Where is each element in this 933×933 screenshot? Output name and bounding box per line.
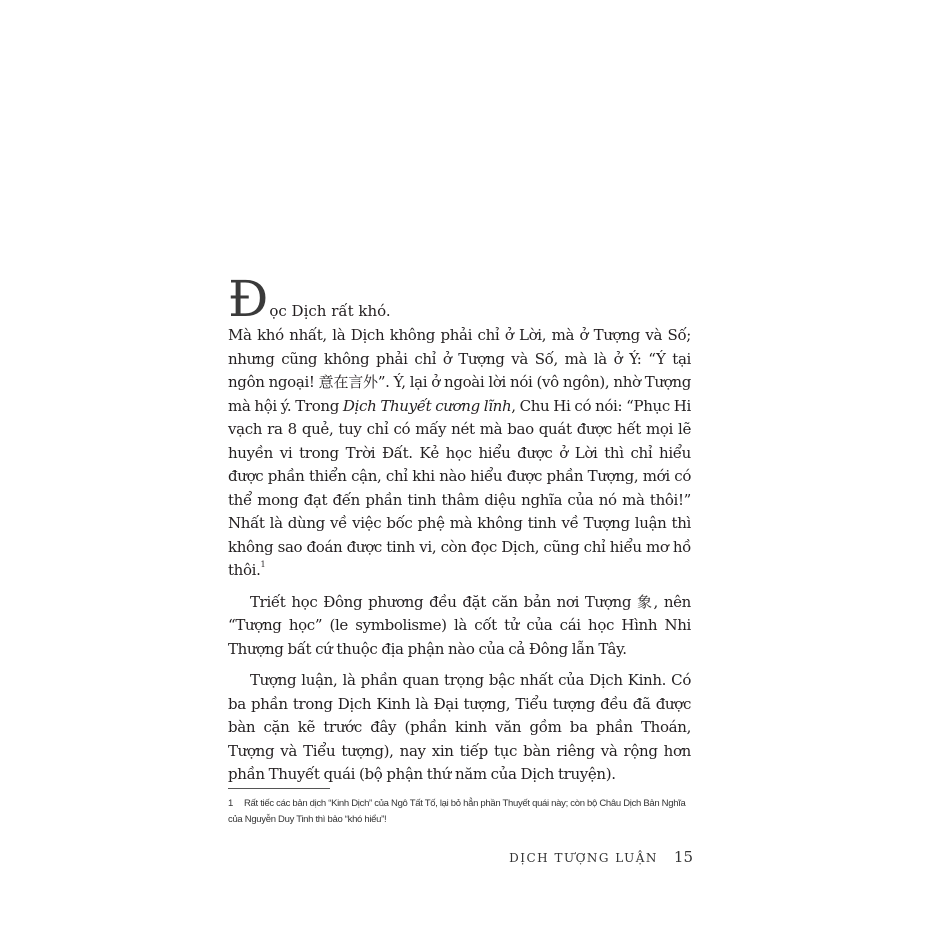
book-title: Dịch Thuyết cương lĩnh [342,396,512,415]
main-text [228,268,691,787]
footnote-number: 1 [228,798,233,809]
paragraph-1 [228,324,691,583]
drop-cap: Đ [228,270,269,328]
footnote-reference[interactable]: 1 [260,560,266,569]
footnote-text: Rất tiếc các bản dịch “Kinh Dịch” của Ngô Tất Tố, lại bỏ hẳn phần Thuyết quái này; còn bộ Châu Dịch Bản Nghĩa của Nguyễn Duy Tinh thì bảo “khó hiểu”! [228,798,686,825]
paragraph-1-part-1: Mà khó nhất, là Dịch không phải chỉ ở Lời, mà ở Tượng và Số; nhưng cũng không phải chỉ ở Tượng và Số, mà là ở Ý: “Ý tại ngôn ngoại! 意在言外”. Ý, lại ở ngoài lời nói (vô ngôn), nhờ Tượng mà hội ý. Trong [228,326,691,415]
running-footer [509,848,693,866]
running-title: DỊCH TƯỢNG LUẬN [509,851,658,865]
page-number: 15 [673,848,693,866]
paragraph-1-part-2: , Chu Hi có nói: “Phục Hi vạch ra 8 quẻ, tuy chỉ có mấy nét mà bao quát được hết mọi lẽ huyền vi trong Trời Đất. Kẻ học hiểu được ở Lời thì chỉ hiểu được phần thiển cận, chỉ khi nào hiểu được phần Tượng, mới có thể mong đạt đến phần tinh thâm diệu nghĩa của nó mà thôi!” Nhất là dùng về việc bốc phệ mà không tinh về Tượng luận thì không sao đoán được tinh vi, còn đọc Dịch, cũng chỉ hiểu mơ hồ thôi. [228,396,691,579]
opening-sentence: ọc Dịch rất khó. [269,302,391,320]
footnote-divider [228,788,330,789]
footnote [228,796,698,828]
opening-line [228,268,691,328]
paragraph-2: Triết học Đông phương đều đặt căn bản nơi Tượng 象, nên “Tượng học” (le symbolisme) là cốt tử của cái học Hình Nhi Thượng bất cứ thuộc địa phận nào của cả Đông lẫn Tây. [228,592,691,658]
paragraph-3: Tượng luận, là phần quan trọng bậc nhất của Dịch Kinh. Có ba phần trong Dịch Kinh là Đại tượng, Tiểu tượng đều đã được bàn cặn kẽ trước đây (phần kinh văn gồm ba phần Thoán, Tượng và Tiểu tượng), nay xin tiếp tục bàn riêng và rộng hơn phần Thuyết quái (bộ phận thứ năm của Dịch truyện). [228,671,691,783]
